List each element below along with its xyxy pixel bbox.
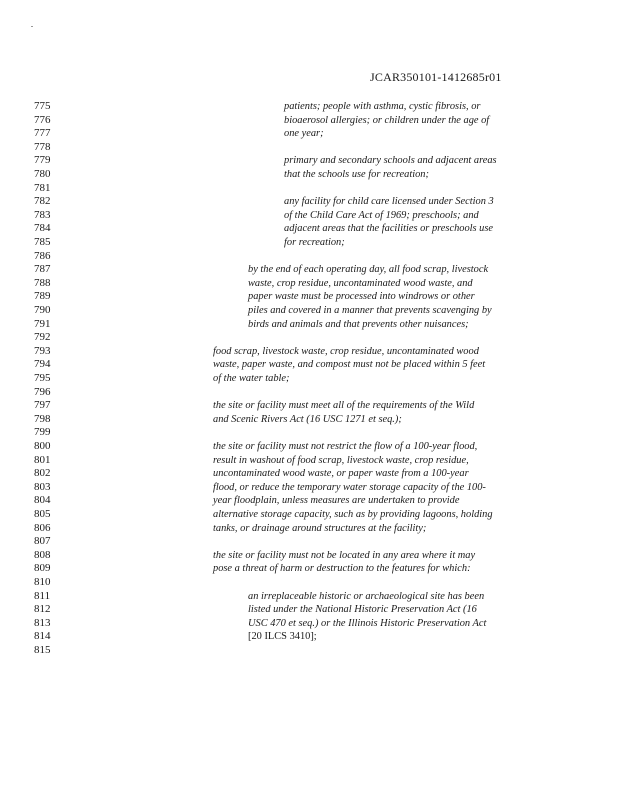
text-line: paper waste must be processed into windrows or other (248, 291, 475, 303)
line-number: 791 (34, 317, 51, 330)
text-line: the site or facility must meet all of the requirements of the Wild (213, 400, 475, 412)
text-line: the site or facility must not restrict the flow of a 100-year flood, (213, 441, 478, 452)
text-line: listed under the National Historic Preservation Act (16 (248, 604, 477, 616)
text-line: birds and animals and that prevents other nuisances; (248, 318, 469, 330)
text-line: flood, or reduce the temporary water storage capacity of the 100- (213, 481, 486, 493)
text-line: the site or facility must not be located in any area where it may (213, 549, 476, 561)
line-number: 813 (34, 616, 51, 629)
line-number: 778 (34, 140, 51, 153)
line-number: 787 (34, 263, 51, 276)
line-number: 796 (34, 385, 51, 398)
text-line: by the end of each operating day, all food scrap, livestock (248, 264, 489, 276)
line-number: 807 (34, 535, 51, 548)
text-line: an irreplaceable historic or archaeological site has been (248, 590, 485, 602)
text-line: waste, crop residue, uncontaminated wood waste, and (248, 277, 473, 289)
line-number: 797 (34, 399, 51, 412)
text-line: uncontaminated wood waste, or paper waste from a 100-year (213, 468, 469, 480)
line-number: 777 (34, 127, 51, 140)
line-number: 786 (34, 249, 51, 262)
line-number: 781 (34, 181, 51, 194)
line-number: 783 (34, 208, 51, 221)
line-number: 806 (34, 521, 51, 534)
line-number: 815 (34, 644, 51, 656)
text-line: alternative storage capacity, such as by providing lagoons, holding (213, 509, 493, 520)
line-number: 776 (34, 113, 51, 126)
line-number: 804 (34, 494, 51, 507)
line-number: 801 (34, 453, 51, 466)
line-number: 811 (34, 589, 51, 602)
text-line: bioaerosol allergies; or children under the age of (284, 114, 490, 126)
text-line: any facility for child care licensed under Section 3 (284, 196, 494, 208)
text-line: primary and secondary schools and adjacent areas (284, 155, 497, 167)
line-number: 788 (34, 276, 51, 289)
line-number: 789 (34, 290, 51, 303)
line-number: 809 (34, 562, 51, 575)
line-number: 790 (34, 304, 51, 316)
line-number: 808 (34, 548, 51, 561)
line-number: 793 (34, 344, 51, 357)
text-line: of the water table; (213, 373, 290, 384)
text-line: year floodplain, unless measures are undertaken to provide (213, 495, 460, 507)
text-line: [20 ILCS 3410]; (248, 631, 317, 643)
line-number: 782 (34, 195, 51, 208)
line-number: 802 (34, 467, 51, 480)
text-line: pose a threat of harm or destruction to the features for which: (213, 563, 471, 575)
line-number: 810 (34, 576, 51, 588)
line-number: 780 (34, 168, 51, 180)
text-line: result in washout of food scrap, livestock waste, crop residue, (213, 454, 469, 466)
text-line: piles and covered in a manner that prevents scavenging by (248, 305, 492, 316)
line-number: 805 (34, 508, 51, 520)
text-line: that the schools use for recreation; (284, 169, 429, 180)
text-line: of the Child Care Act of 1969; preschools; and (284, 209, 479, 221)
line-number: 785 (34, 236, 51, 248)
text-line: and Scenic Rivers Act (16 USC 1271 et seq.); (213, 413, 402, 425)
text-line: USC 470 et seq.) or the Illinois Historic Preservation Act (248, 617, 487, 629)
line-number: 775 (34, 100, 51, 112)
line-number: 784 (34, 222, 51, 235)
text-line: waste, paper waste, and compost must not be placed within 5 feet (213, 359, 486, 371)
line-number: 814 (34, 630, 51, 643)
line-number: 779 (34, 154, 51, 167)
line-number: 794 (34, 358, 51, 371)
text-line: one year; (284, 128, 324, 140)
line-number: 803 (34, 480, 51, 493)
text-line: adjacent areas that the facilities or preschools use (284, 223, 494, 235)
text-line: for recreation; (284, 237, 345, 248)
text-line: patients; people with asthma, cystic fibrosis, or (284, 101, 481, 112)
line-number: 792 (34, 331, 51, 344)
line-number: 798 (34, 412, 51, 425)
scan-speck (31, 26, 33, 27)
document-id-header: JCAR350101-1412685r01 (370, 70, 502, 84)
line-number: 795 (34, 372, 51, 384)
line-number: 799 (34, 426, 51, 439)
line-number: 812 (34, 603, 51, 616)
text-line: food scrap, livestock waste, crop residue, uncontaminated wood (213, 345, 479, 357)
text-line: tanks, or drainage around structures at the facility; (213, 522, 427, 534)
line-number: 800 (34, 440, 51, 452)
